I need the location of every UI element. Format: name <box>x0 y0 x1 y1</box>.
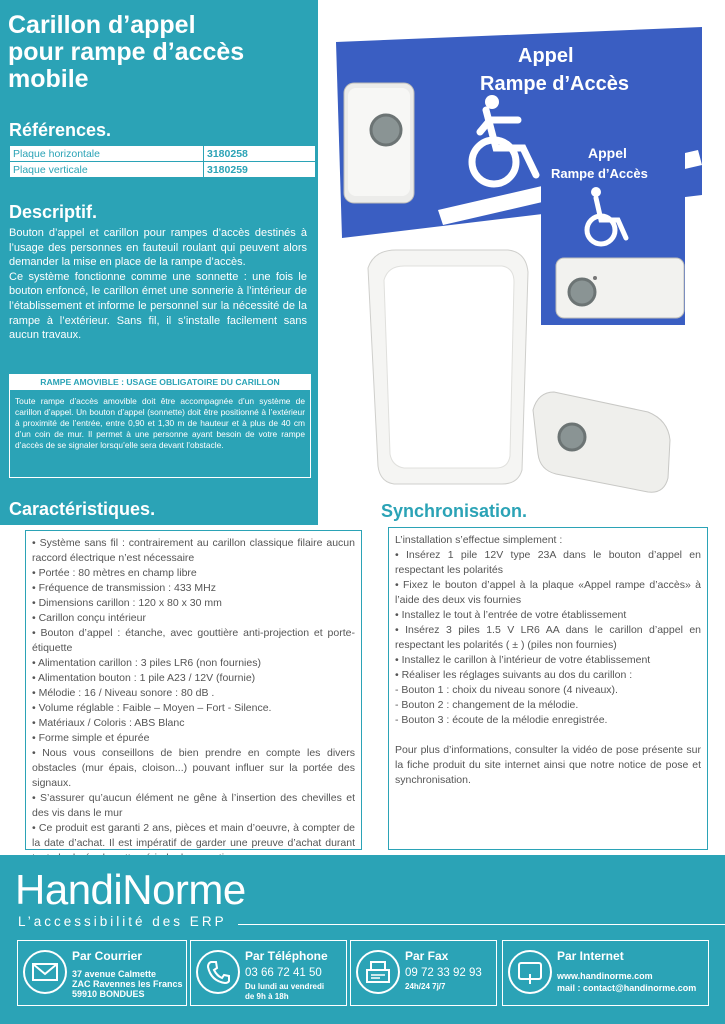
list-item: • Matériaux / Coloris : ABS Blanc <box>32 717 185 729</box>
contact-title: Par Fax <box>405 949 449 963</box>
list-item: • Volume réglable : Faible – Moyen – Fort - Silence. <box>32 702 272 714</box>
synchronisation-title: Synchronisation. <box>381 501 528 521</box>
contact-telephone <box>190 940 347 1006</box>
contact-courrier <box>17 940 187 1006</box>
list-item: • Mélodie : 16 / Niveau sonore : 80 dB . <box>32 687 215 699</box>
list-item: • Insérez 1 pile 12V type 23A dans le bouton d’appel en respectant les polarités <box>395 549 701 576</box>
notice-box <box>9 374 311 478</box>
list-item: - Bouton 1 : choix du niveau sonore (4 niveaux). <box>395 684 618 696</box>
list-item: L’installation s’effectue simplement : <box>395 534 563 546</box>
list-item: • Alimentation bouton : 1 pile A23 / 12V (fournie) <box>32 672 256 684</box>
caracteristiques-box <box>25 530 362 850</box>
brand-logo: HandiNorme <box>15 866 246 913</box>
descriptif-title: Descriptif. <box>9 202 98 222</box>
chime-image <box>368 250 528 484</box>
address-line: 37 avenue Calmette <box>72 969 157 979</box>
fax-number[interactable]: 09 72 33 92 93 <box>405 967 482 979</box>
reference-code: 3180258 <box>204 146 316 162</box>
list-item: • Nous vous conseillons de bien prendre en compte les divers obstacles (mur épais, cloison...) pouvant influer sur la portée des signaux. <box>32 747 355 789</box>
list-item: • Alimentation carillon : 3 piles LR6 (non fournies) <box>32 657 261 669</box>
list-item: • Dimensions carillon : 120 x 80 x 30 mm <box>32 597 222 609</box>
list-item: • Insérez 3 piles 1.5 V LR6 AA dans le carillon d’appel en respectant les polarités ( ± ) (piles non fournies) <box>395 624 701 651</box>
reference-label: Plaque verticale <box>10 162 204 178</box>
sign-line-2-small: Rampe d’Accès <box>551 166 648 181</box>
list-item: • Fixez le bouton d’appel à la plaque «Appel rampe d’accès» à l’aide des deux vis fournies <box>395 579 701 606</box>
page-title: Carillon d’appel pour rampe d’accès mobile <box>8 11 245 93</box>
hand-touch-icon <box>508 950 552 994</box>
contact-title: Par Téléphone <box>245 949 328 963</box>
brand-tagline: L’accessibilité des ERP <box>18 914 227 929</box>
product-illustration <box>318 0 725 493</box>
synchronisation-more: Pour plus d’informations, consulter la vidéo de pose présente sur la fiche produit du site internet ainsi que notre notice de pose et synchronisation. <box>395 744 701 786</box>
list-item: - Bouton 3 : écoute de la mélodie enregistrée. <box>395 714 608 726</box>
fax-icon <box>356 950 400 994</box>
email-link[interactable]: mail : contact@handinorme.com <box>557 983 697 993</box>
list-item: • S’assurer qu’aucun élément ne gêne à l’insertion des chevilles et des vis dans le mur <box>32 792 355 819</box>
product-images <box>318 0 725 493</box>
vertical-plaque-image <box>541 135 685 325</box>
phone-icon <box>196 950 240 994</box>
table-row <box>10 146 316 162</box>
sign-line-1-small: Appel <box>588 145 627 161</box>
list-item: - Bouton 2 : changement de la mélodie. <box>395 699 579 711</box>
list-item: • Ce produit est garanti 2 ans, pièces et main d’oeuvre, à compter de la date d’achat. Il est impératif de garder une preuve d’achat durant <box>32 822 355 849</box>
address-line: ZAC Ravennes les Francs <box>72 979 183 989</box>
list-item: • Installez le carillon à l’intérieur de votre établissement <box>395 654 651 666</box>
table-row <box>10 162 316 178</box>
contact-title: Par Internet <box>557 949 624 963</box>
reference-code: 3180259 <box>204 162 316 178</box>
list-item: • Portée : 80 mètres en champ libre <box>32 567 197 579</box>
sign-line-1: Appel <box>518 45 574 67</box>
references-table <box>9 145 316 178</box>
list-item: • Fréquence de transmission : 433 MHz <box>32 582 217 594</box>
notice-title: RAMPE AMOVIBLE : USAGE OBLIGATOIRE DU CARILLON <box>10 375 310 390</box>
contact-internet <box>502 940 709 1006</box>
descriptif-paragraph: Bouton d’appel et carillon pour rampes d’accès destinés à l’usage des personnes en fauteuil roulant qui peuvent alors demander la mise en place de la rampe d’accès. <box>9 227 307 269</box>
sign-line-2: Rampe d’Accès <box>480 73 629 95</box>
phone-number[interactable]: 03 66 72 41 50 <box>245 967 322 979</box>
address-line: 59910 BONDUES <box>72 989 145 999</box>
descriptif-text <box>9 226 307 343</box>
synchronisation-box <box>388 527 708 850</box>
hours-line: 24h/24 7j/7 <box>405 982 446 991</box>
notice-text: Toute rampe d’accès amovible doit être accompagnée d’un système de carillon d’appel. Un bouton d’appel (sonnette) doit être positionné à l’extérieur à proximité de l’entrée, entre 0,90 et 1,30 m de hauteur et à plus de 40 cm d’un coin de mur. Il permet à une personne ayant besoin de votre rampe d’accès de se signaler lorsqu’elle sera devant l’obstacle. <box>15 396 305 450</box>
list-item: • Installez le tout à l’entrée de votre établissement <box>395 609 627 621</box>
envelope-icon <box>23 950 67 994</box>
references-title: Références. <box>9 120 112 140</box>
divider <box>238 924 725 925</box>
contact-title: Par Courrier <box>72 949 143 963</box>
hours-line: de 9h à 18h <box>245 992 289 1001</box>
descriptif-paragraph: Ce système fonctionne comme une sonnette : une fois le bouton enfoncé, le carillon émet une sonnerie à l’intérieur de l’établissement et informe le personnel sur la nécessité de la rampe à l’extérieur. Sans fil, il s’installe facilement sans aucun travaux. <box>9 270 307 342</box>
hours-line: Du lundi au vendredi <box>245 982 325 991</box>
caracteristiques-title: Caractéristiques. <box>9 499 156 519</box>
list-item: • Forme simple et épurée <box>32 732 150 744</box>
call-button-image <box>533 392 670 492</box>
list-item: • Carillon conçu intérieur <box>32 612 146 624</box>
list-item: • Réaliser les réglages suivants au dos du carillon : <box>395 669 633 681</box>
reference-label: Plaque horizontale <box>10 146 204 162</box>
list-item: • Système sans fil : contrairement au carillon classique filaire aucun raccord électrique n’est nécessaire <box>32 537 355 564</box>
list-item: • Bouton d’appel : étanche, avec gouttière anti-projection et porte-étiquette <box>32 627 355 654</box>
contact-fax <box>350 940 497 1006</box>
website-link[interactable]: www.handinorme.com <box>557 971 653 981</box>
